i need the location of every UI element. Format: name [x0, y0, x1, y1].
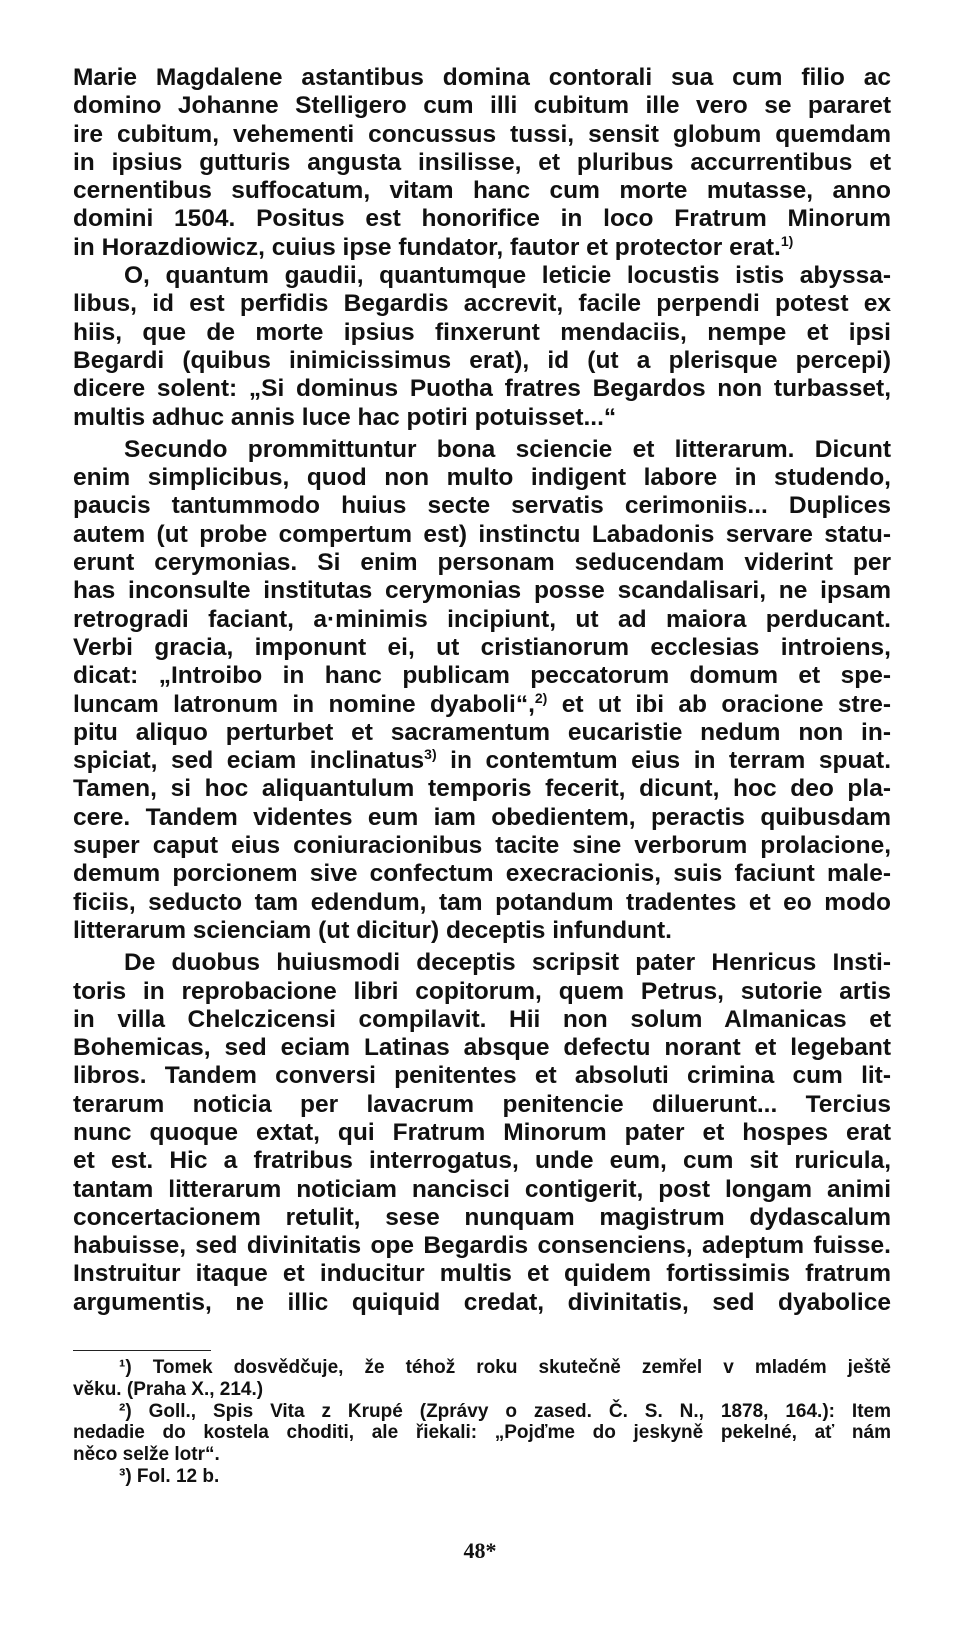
footnote-1-continued: věku. (Praha X., 214.): [73, 1378, 264, 1400]
text-line: autem (ut probe compertum est) instinctu Labadonis servare statu-: [73, 520, 891, 548]
text-line: ire cubitum, vehementi concussus tussi, sensit globum quemdam: [73, 120, 891, 148]
text-line: argumentis, ne illic quiquid credat, divinitatis, sed dyabolice: [73, 1288, 891, 1316]
text-segment: et ut ibi ab oracione stre-: [547, 690, 892, 718]
text-line: libros. Tandem conversi penitentes et absoluti crimina cum lit-: [73, 1062, 891, 1090]
paragraph-1: [73, 64, 891, 262]
footnote-2-continued: něco selže lotr“.: [73, 1444, 220, 1466]
text-line: Tamen, si hoc aliquantulum temporis fecerit, dicunt, hoc deo pla-: [73, 775, 891, 803]
text-line: domino Johanne Stelligero cum illi cubitum ille vero se pararet: [73, 92, 891, 120]
text-line: retrogradi faciant, a·minimis incipiunt, ut ad maiora perducant.: [73, 605, 891, 633]
text-segment: in contemtum eius in terram spuat.: [436, 747, 891, 775]
text-line: in ipsius gutturis angusta insilisse, et pluribus accurrentibus et: [73, 148, 891, 176]
footnote-separator: [73, 1350, 211, 1351]
text-line: tantam litterarum noticiam nancisci contigerit, post longam animi: [73, 1175, 891, 1203]
text-line: in villa Chelczicensi compilavit. Hii non solum Almanicas et: [73, 1005, 891, 1033]
text-line: erunt cerymonias. Si enim personam seducendam viderint per: [73, 549, 891, 577]
text-line: De duobus huiusmodi deceptis scripsit pater Henricus Insti-: [124, 949, 891, 977]
text-line: ficiis, seducto tam edendum, tam potandum tradentes et eo modo: [73, 888, 891, 916]
footnote-marker: 2): [534, 689, 548, 706]
footnotes: [73, 1357, 891, 1488]
text-line: super caput eius coniuracionibus tacite sine verborum prolacione,: [73, 832, 891, 860]
text-line: dicat: „Introibo in hanc publicam peccatorum domum et spe-: [73, 662, 891, 690]
text-line: paucis tantummodo huius secte servatis cerimoniis... Duplices: [73, 492, 891, 520]
text-line: et est. Hic a fratribus interrogatus, unde eum, cum sit ruricula,: [73, 1147, 891, 1175]
text-line: cere. Tandem videntes eum iam obedientem, peractis quibusdam: [73, 803, 891, 831]
footnote-3: ³) Fol. 12 b.: [119, 1465, 220, 1487]
text-line: multis adhuc annis luce hac potiri potuisset...“: [73, 403, 617, 431]
text-line: [73, 234, 891, 262]
text-line: O, quantum gaudii, quantumque leticie locustis istis abyssa-: [124, 262, 891, 290]
text-line: toris in reprobacione libri copitorum, quem Petrus, sutorie artis: [73, 977, 891, 1005]
text-line: pitu aliquo perturbet et sacramentum eucaristie nedum non in-: [73, 718, 891, 746]
text-line: Verbi gracia, imponunt ei, ut cristianorum ecclesias introiens,: [73, 633, 891, 661]
text-line: Marie Magdalene astantibus domina contorali sua cum filio ac: [73, 64, 891, 91]
footnote-1: ¹) Tomek dosvědčuje, že téhož roku skutečně zemřel v mladém ještě: [119, 1357, 891, 1378]
text-line: litterarum scienciam (ut dicitur) deceptis infundunt.: [73, 916, 672, 944]
paragraph-3: [73, 436, 891, 945]
text-line: cernentibus suffocatum, vitam hanc cum morte mutasse, anno: [73, 177, 891, 205]
text-line: Instruitur itaque et inducitur multis et quidem fortissimis fratrum: [73, 1260, 891, 1288]
text-segment: spiciat, sed eciam inclinatus: [73, 747, 425, 775]
text-line: demum porcionem sive confectum execracionis, suis faciunt male-: [73, 860, 891, 888]
text-line: terarum noticia per lavacrum penitencie diluerunt... Tercius: [73, 1090, 891, 1118]
text-segment: in Horazdiowicz, cuius ipse fundator, fautor et protector erat.: [73, 233, 781, 261]
text-segment: luncam latronum in nomine dyaboli“,: [73, 690, 535, 718]
text-line: concertacionem retulit, sese nunquam magistrum dydascalum: [73, 1203, 891, 1231]
paragraph-4: [73, 949, 891, 1317]
text-line: libus, id est perfidis Begardis accrevit, facile perpendi potest ex: [73, 290, 891, 318]
text-line: Secundo prommittuntur bona sciencie et litterarum. Dicunt: [124, 435, 891, 463]
text-line: dicere solent: „Si dominus Puotha fratres Begardos non turbasset,: [73, 375, 891, 403]
main-text: [73, 64, 891, 1317]
footnote-2-continued: nedadie do kostela choditi, ale řiekali: „Pojďme do jeskyně pekelné, ať nám: [73, 1422, 891, 1444]
paragraph-2: [73, 262, 891, 432]
text-line: Bohemicas, sed eciam Latinas absque defectu norant et legebant: [73, 1034, 891, 1062]
text-line: [73, 691, 891, 719]
text-line: Begardi (quibus inimicissimus erat), id (ut a plerisque percepi): [73, 346, 891, 374]
page-number: 48*: [463, 1538, 497, 1563]
text-line: habuisse, sed divinitatis ope Begardis consenciens, adeptum fuisse.: [73, 1232, 891, 1260]
footnote-marker: 3): [424, 745, 437, 762]
text-line: has inconsulte institutas cerymonias posse scandalisari, ne ipsam: [73, 577, 891, 605]
text-line: [73, 747, 891, 775]
text-line: domini 1504. Positus est honorifice in loco Fratrum Minorum: [73, 205, 891, 233]
text-line: nunc quoque extat, qui Fratrum Minorum pater et hospes erat: [73, 1118, 891, 1146]
text-line: enim simplicibus, quod non multo indigent labore in studendo,: [73, 464, 891, 492]
text-line: hiis, que de morte ipsius finxerunt mendaciis, nempe et ipsi: [73, 318, 891, 346]
footnote-2: ²) Goll., Spis Vita z Krupé (Zprávy o zased. Č. S. N., 1878, 164.): Item: [119, 1400, 891, 1422]
footnote-marker: 1): [780, 232, 794, 249]
